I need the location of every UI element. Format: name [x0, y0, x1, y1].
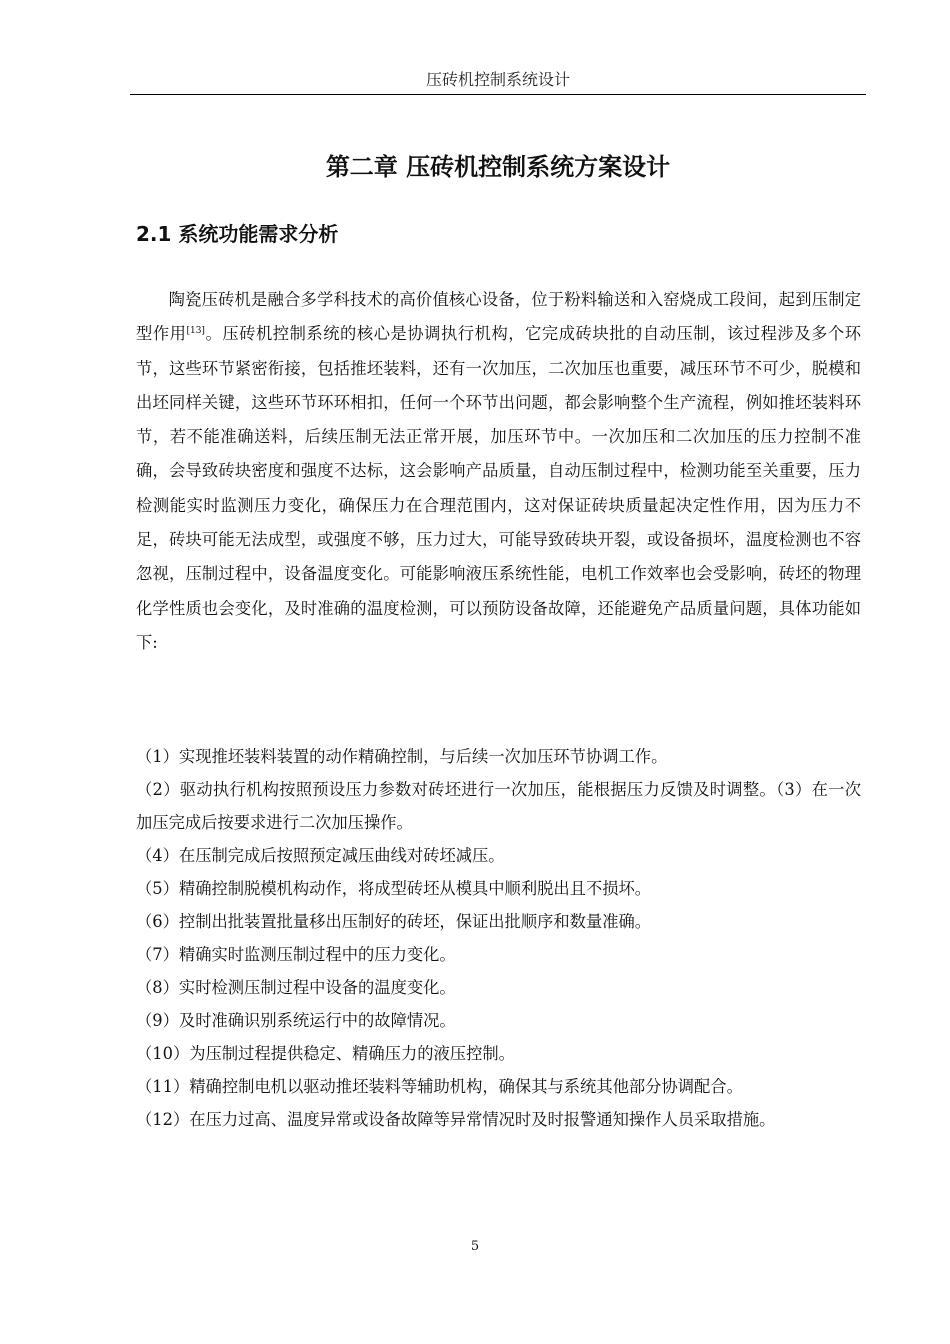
paragraph-text-rest: 。压砖机控制系统的核心是协调执行机构，它完成砖块批的自动压制，该过程涉及多个环节，这些环节紧密衔接，包括推坯装料，还有一次加压，二次加压也重要，减压环节不可少，脱模和出坯同样关键，这些环节环环相扣，任何一个环节出问题，都会影响整个生产流程，例如推坯装料环节，若不能准确送料，后续压制无法正常开展，加压环节中。一次加压和二次加压的压力控制不准确，会导致砖块密度和强度不达标，这会影响产品质量，自动压制过程中，检测功能至关重要，压力检测能实时监测压力变化，确保压力在合理范围内，这对保证砖块质量起决定性作用，因为压力不足，砖块可能无法成型，或强度不够，压力过大，可能导致砖块开裂，或设备损坏，温度检测也不容忽视，压制过程中，设备温度变化。可能影响液压系统性能，电机工作效率也会受影响，砖坯的物理化学性质也会变化，及时准确的温度检测，可以预防设备故障，还能避免产品质量问题，具体功能如下:	[136, 324, 861, 652]
chapter-title: 第二章 压砖机控制系统方案设计	[325, 153, 671, 181]
list-item: （5）精确控制脱模机构动作，将成型砖坯从模具中顺利脱出且不损坏。	[136, 879, 652, 898]
list-item: （6）控制出批装置批量移出压制好的砖坯，保证出批顺序和数量准确。	[136, 912, 652, 931]
list-item: （1）实现推坯装料装置的动作精确控制，与后续一次加压环节协调工作。	[136, 747, 668, 766]
list-item: （2）驱动执行机构按照预设压力参数对砖坯进行一次加压，能根据压力反馈及时调整。（3）在一次加压完成后按要求进行二次加压操作。	[136, 780, 861, 832]
list-item: （4）在压制完成后按照预定减压曲线对砖坯减压。	[136, 846, 505, 865]
paragraph-text-start: 陶瓷压砖机是融合多学科技术的高价值核心设备，位于粉料输送和入窑烧成工段间，起到压制定型作用	[136, 290, 861, 344]
list-item: （8）实时检测压制过程中设备的温度变化。	[136, 978, 456, 997]
list-item: （7）精确实时监测压制过程中的压力变化。	[136, 945, 456, 964]
body-paragraph	[136, 283, 861, 660]
list-item: （12）在压力过高、温度异常或设备故障等异常情况时及时报警通知操作人员采取措施。	[136, 1110, 776, 1129]
list-item: （10）为压制过程提供稳定、精确压力的液压控制。	[136, 1044, 515, 1063]
running-header: 压砖机控制系统设计	[130, 66, 866, 95]
section-title: 2.1 系统功能需求分析	[136, 222, 339, 246]
list-item: （9）及时准确识别系统运行中的故障情况。	[136, 1011, 456, 1030]
citation-reference: [13]	[186, 326, 205, 337]
page-number: 5	[470, 1239, 480, 1254]
list-item: （11）精确控制电机以驱动推坯装料等辅助机构，确保其与系统其他部分协调配合。	[136, 1077, 743, 1096]
function-list	[136, 740, 861, 1136]
